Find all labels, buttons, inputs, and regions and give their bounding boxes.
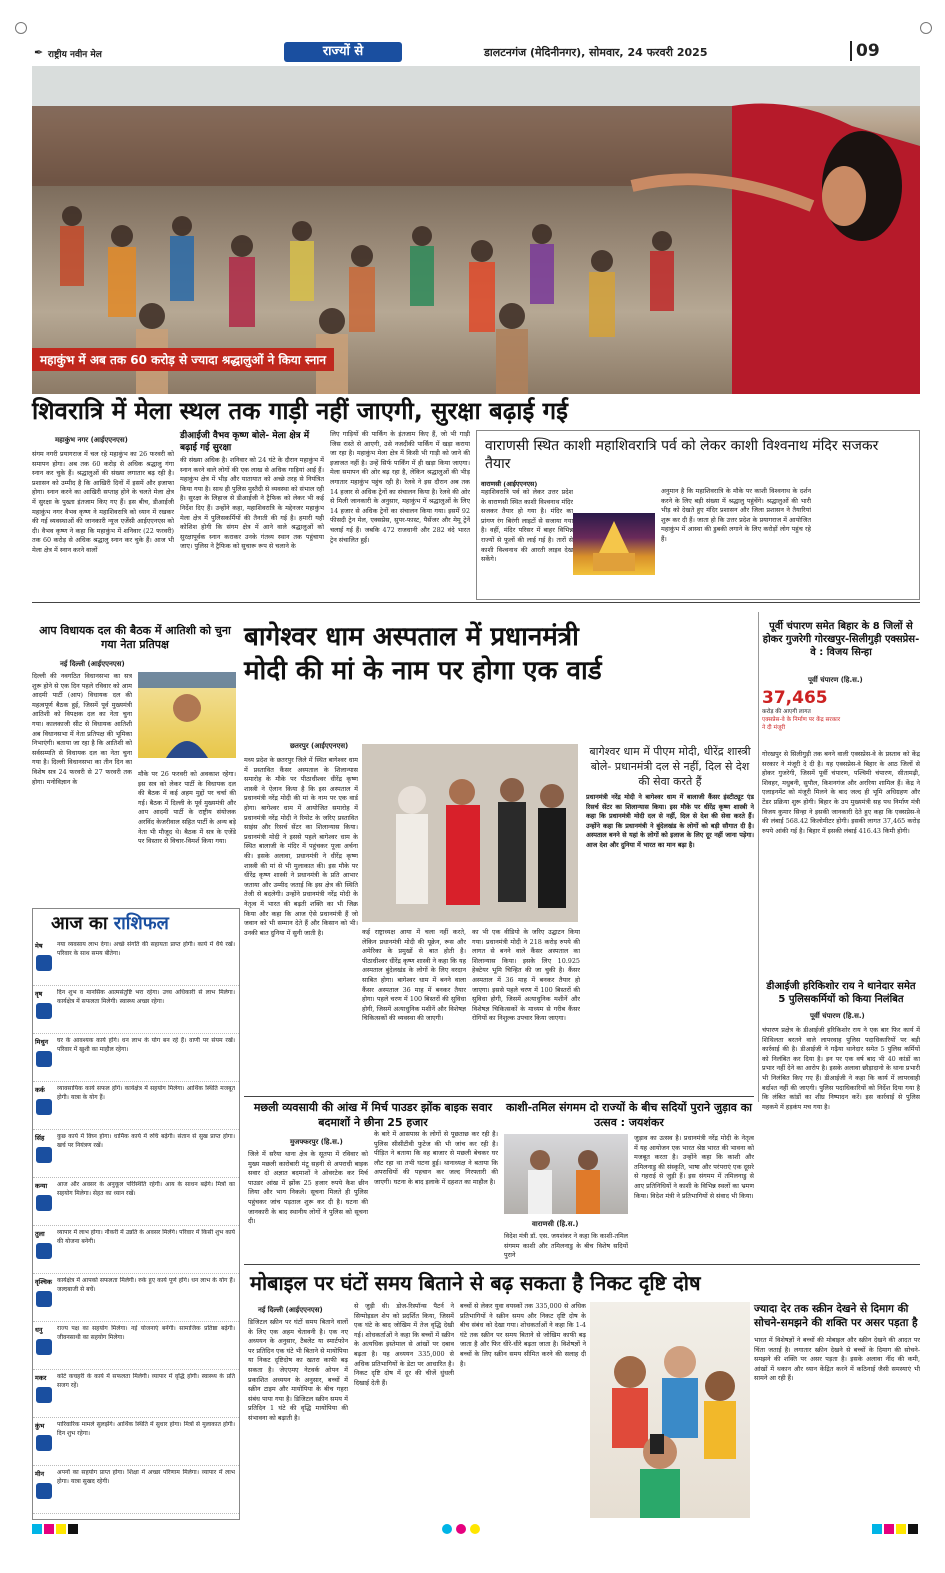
rashifal-box [32,908,240,1520]
rashifal-sign-text: कुछ कार्य में विघ्न होगा। धार्मिक कार्य में रुचि बढ़ेगी। संतान से सुख प्राप्त होगा। खर्च पर नियंत्रण रखें। [57,1133,235,1149]
rashifal-row [33,939,239,986]
swatch-cyan-right [872,1524,882,1534]
swatch-magenta [44,1524,54,1534]
rashifal-title-word: राशिफल [113,913,169,934]
mobile-headline: मोबाइल पर घंटों समय बिताने से बढ़ सकता है निकट दृष्टि दोष [250,1271,701,1295]
kumbh-subhead: डीआईजी वैभव कृष्ण बोले- मेला क्षेत्र में बढ़ाई गई सुरक्षा [180,431,310,453]
zodiac-sign-icon [36,1435,52,1451]
swatch-cyan [32,1524,42,1534]
mobile-children-photo [590,1302,750,1518]
varanasi-body-col2: अनुमान है कि महाशिवरात्रि के मौके पर काशी विश्वनाथ के दर्शन करने के लिए बड़ी संख्या में श्रद्धालु पहुंचेंगे। श्रद्धालुओं की भारी भीड़ को देखते हुए मंदिर प्रशासन और जिला प्रशासन ने तैयारियां शुरू कर दी हैं। जाता हो कि उत्तर प्रदेश के प्रयागराज में आयोजित महाकुंभ में आस्था की डुबकी लगाने के लिए करोड़ों लोग पहुंच रहे हैं। [661,487,811,543]
rashifal-row [33,1323,239,1370]
zodiac-sign-icon [36,1483,52,1499]
rashifal-list [33,939,239,1515]
brand-logo-icon: ✒ [34,46,44,59]
kumbh-crowd-illustration [32,66,920,394]
rashifal-sign-text: राज्य पक्ष का सहयोग मिलेगा। नई योजनाएं बनेंगी। सामाजिक प्रतिष्ठा बढ़ेगी। जीवनसाथी का सहयोग मिलेगा। [57,1325,235,1341]
varanasi-dateline: वाराणसी (आईएएनएस) [481,480,538,488]
registration-mark-top-left [15,22,27,34]
rashifal-sign-name: कुंभ [35,1422,45,1430]
kumbh-body-col2: की संख्या अधिक है। शनिवार को 24 घंटे के दौरान महाकुंभ में स्नान करने वाले लोगों की एक लाख से अधिक गाड़ियां आई हैं। महाकुंभ क्षेत्र में भीड़ और यातायात को अच्छे तरह से नियंत्रित किया गया है। साथ ही पुलिस मुस्तैदी से व्यवस्था को संभाल रही है। सुरक्षा के लिहाज से डीआईजी ने ट्रैफिक को लेकर भी कई निर्देश दिए हैं। उन्होंने कहा, महाशिवरात्रि के मद्देनजर महाकुंभ मेला क्षेत्र में पुलिसकर्मियों की तैनाती की गई है। हमारी यही कोशिश होगी कि संगम क्षेत्र में आने वाले श्रद्धालुओं को सुरक्षापूर्वक स्नान कराकर उनके गंतव्य स्थान तक पहुंचाया जाए। पुलिस ने ट्रैफिक को सुचारू रूप से चलाने के [180,456,324,551]
rashifal-sign-name: कन्या [35,1182,48,1190]
bageshwar-body-col2: कई राष्ट्राध्यक्ष आया में चला नहीं करते, लेकिन प्रधानमंत्री मोदी की यूक्रेन, रूस और अमेरिका के प्रमुखों से बात होती है। पीठाधीश्वर धीरेंद्र कृष्ण शास्त्री ने कहा कि यह अस्पताल बुंदेलखंड के लोगों के लिए वरदान साबित होगा। बागेश्वर धाम में बनने वाला कैंसर अस्पताल 36 माह में बनकर तैयार होगा। पहले चरण में 100 बिस्तरों की सुविधा होगी, जिसमें अत्याधुनिक मशीनें और विशेषज्ञ चिकित्सकों की व्यवस्था की जाएगी। [362,928,466,1023]
rashifal-row [33,1371,239,1418]
bageshwar-photo [362,744,578,922]
bageshwar-quote-box [586,744,754,1092]
zodiac-sign-icon [36,1243,52,1259]
bageshwar-body-col3: का भी एक वीडियो के जरिए उद्घाटन किया गया। प्रधानमंत्री मोदी ने 218 करोड़ रुपये की लागत से बनने वाले कैंसर अस्पताल का शिलान्यास किया। इसके लिए 10.925 हेक्टेयर भूमि चिन्हित की जा चुकी है। कैंसर अस्पताल में 36 माह में बनकर तैयार हो जाएगा। इससे पहले चरण में 100 बिस्तरों की सुविधा होगी, जिसमें अत्याधुनिक मशीनें और विशेषज्ञ चिकित्सकों के माध्यम से गरीब कैंसर रोगियों का निशुल्क उपचार किया जाएगा। [472,928,580,1023]
kashi-headline: काशी-तमिल संगमम दो राज्यों के बीच सदियों पुराने जुड़ाव का उत्सव : जयशंकर [505,1101,753,1129]
rashifal-sign-name: वृश्चिक [35,1278,52,1286]
rashifal-row [33,1131,239,1178]
rashifal-row [33,1179,239,1226]
jaishankar-event-illustration [504,1134,628,1214]
dateline-banner: डालटनगंज (मेदिनीनगर), सोमवार, 24 फरवरी 2025 [484,46,708,59]
kumbh-photo-caption: महाकुंभ में अब तक 60 करोड़ से ज्यादा श्रद्धालुओं ने किया स्नान [32,348,334,371]
rashifal-sign-name: कर्क [35,1086,45,1094]
rashifal-row [33,1083,239,1130]
bageshwar-quote-body: प्रधानमंत्री नरेंद्र मोदी ने बागेश्वर धाम में बालाजी कैंसर इंस्टीट्यूट एंड रिसर्च सेंटर का शिलान्यास किया। इस मौके पर धीरेंद्र कृष्ण शास्त्री ने कहा कि प्रधानमंत्री मोदी दल से नहीं, दिल से देश की सेवा करते हैं। उन्होंने कहा कि प्रधानमंत्री ने बुंदेलखंड के लोगों को बड़ी सौगात दी है। अस्पताल बनने से यहां के लोगों को इलाज के लिए दूर नहीं जाना पड़ेगा। आज देश और दुनिया में भारत का मान बढ़ा है। [586,793,754,849]
kashi-photo [504,1134,628,1214]
zodiac-sign-icon [36,1003,52,1019]
bihar-body: गोरखपुर से सिलीगुड़ी तक बनने वाली एक्सप्रेस-वे के प्रस्ताव को केंद्र सरकार ने मंजूरी दे दी है। यह एक्सप्रेस-वे बिहार के आठ जिलों से होकर गुजरेगी, जिसमें पूर्वी चंपारण, पश्चिमी चंपारण, सीतामढ़ी, शिवहर, मधुबनी, सुपौल, किशनगंज और अररिया शामिल हैं। केंद्र ने एलाइनमेंट को मंजूरी मिलने के बाद जल्द ही भूमि अधिग्रहण और टेंडर प्रक्रिया शुरू होगी। बिहार के उप मुख्यमंत्री सह पथ निर्माण मंत्री विजय कुमार सिन्हा ने इसकी जानकारी देते हुए कहा कि एक्सप्रेस-वे की लंबाई 568.42 किलोमीटर होगी। इसकी लागत 37,465 करोड़ रुपये आंकी गई है। बिहार में इसकी लंबाई 416.43 किमी होगी। [762,750,920,835]
zodiac-sign-icon [36,1195,52,1211]
dig-headline: डीआईजी हरिकिशोर राय ने थानेदार समेत 5 पुलिसकर्मियों को किया निलंबित [766,981,916,1005]
rashifal-sign-name: धनु [35,1326,43,1334]
page-number: 09 [850,41,880,61]
varanasi-body-col1: महाशिवरात्रि पर्व को लेकर उत्तर प्रदेश के वाराणसी स्थित काशी विश्वनाथ मंदिर सजकर तैयार हो गया है। मंदिर का प्रांगण रंग बिरंगी लाइटों से सजाया गया है। वहीं, मंदिर परिसर में बाहर विभिन्न राज्यों से फूलों की लाई गई है। तारों से काशी विश्वनाथ की आरती लाइव देख सकेंगे। [481,488,573,564]
rashifal-sign-text: व्यावसायिक कार्य सफल होंगे। कार्यक्षेत्र में सहयोग मिलेगा। आर्थिक स्थिति मजबूत होगी। यात्रा के योग हैं। [57,1085,235,1101]
registration-mark-top-right [920,22,932,34]
bageshwar-scene-illustration [362,744,578,922]
kashi-dateline: वाराणसी (हि.स.) [532,1220,579,1228]
zodiac-sign-icon [36,1291,52,1307]
mobile-side-headline: ज्यादा देर तक स्क्रीन देखने से दिमाग की सोचने-समझने की शक्ति पर असर पड़ता है [754,1303,918,1329]
kumbh-body-col3: लिए गाड़ियों की पार्किंग के इंतजाम किए हैं, जो भी गाड़ी जिस रास्ते से आएगी, उसे नजदीकी पार्किंग में खड़ा कराया जा रहा है। महाकुंभ मेला क्षेत्र में किसी भी गाड़ी को जाने की इजाजत नहीं है। उन्हें सिर्फ पार्किंग में ही खड़ा किया जाएगा। मेला समापन की ओर बढ़ रहा है, लेकिन श्रद्धालुओं की भीड़ लगातार महाकुंभ पहुंच रही है। रेलवे ने इस दौरान अब तक 14 हजार से अधिक ट्रेनों का संचालन किया है। रेलवे की ओर से मिली जानकारी के अनुसार, महाकुंभ में श्रद्धालुओं के लिए 14 हजार से अधिक ट्रेनों का संचालन किया गया। इसमें 92 फीसदी ट्रेन मेल, एक्सप्रेस, सुपर-फास्ट, पैसेंजर और मेमू ट्रेनें चलाई गई हैं। जबकि 472 राजधानी और 282 वंदे भारत ट्रेन संचालित हुईं। [330,430,470,544]
atishi-dateline: नई दिल्ली (आईएएनएस) [60,660,125,668]
bihar-figure-note: एक्सप्रेस-वे के निर्माण पर केंद्र सरकार ने दी मंजूरी [762,717,841,731]
swatch-yellow [56,1524,66,1534]
rashifal-row [33,987,239,1034]
section-pill: राज्यों से [284,42,402,62]
rashifal-sign-text: कोर्ट कचहरी के कार्य में सफलता मिलेगी। व्यापार में वृद्धि होगी। स्वास्थ्य के प्रति सजग रहें। [57,1373,235,1389]
bihar-figure-unit: करोड़ की आएगी लागत [762,709,811,715]
zodiac-sign-icon [36,955,52,971]
atishi-body-col1: दिल्ली की नवगठित विधानसभा का सत्र शुरू होने से एक दिन पहले रविवार को आम आदमी पार्टी (आप) विधायक दल की महत्वपूर्ण बैठक हुई, जिसमें पूर्व मुख्यमंत्री आतिशी को विपक्षक दल का नेता चुना गया। कालकाजी सीट से विधायक आतिशी अब विधानसभा में नेता प्रतिपक्ष की भूमिका निभाएंगी। बताया जा रहा है कि आतिशी को सर्वसम्मति से विधायक दल का नेता चुना गया है। दिल्ली विधानसभा का तीन दिन का विशेष सत्र 24 फरवरी से 27 फरवरी तक होगा। मनोविज्ञान के [32,672,132,786]
rashifal-row [33,1419,239,1466]
atishi-headline: आप विधायक दल की बैठक में आतिशी को चुना गया नेता प्रतिपक्ष [39,624,231,651]
bihar-figure: 37,465 [762,688,828,708]
swatch-black [68,1524,78,1534]
kashi-body-col2: जुड़ाव का उत्सव है। प्रधानमंत्री नरेंद्र मोदी के नेतृत्व में यह आयोजन एक भारत श्रेष्ठ भारत की भावना को मजबूत करता है। उन्होंने कहा कि काशी और तमिलनाडु की संस्कृति, भाषा और परंपराएं एक दूसरे से गहराई से जुड़ी हैं। इस संगमम में तमिलनाडु से आए प्रतिनिधियों ने काशी के विभिन्न स्थलों का भ्रमण किया। विदेश मंत्री ने प्रतिभागियों से संवाद भी किया। [634,1134,754,1200]
mobile-body-col2: से जुड़ी थी। डोज-रिस्पॉन्स पैटर्न ने सिग्मोइडल शेप को प्रदर्शित किया, जिसमें एक घंटे के बाद जोखिम में तेज वृद्धि देखी गई। शोधकर्ताओं ने कहा कि बच्चों में स्क्रीन के अत्यधिक इस्तेमाल से आंखों पर दबाव बढ़ता है। यह अध्ययन 335,000 से अधिक प्रतिभागियों के डेटा पर आधारित है। निकट दृष्टि दोष में दूर की चीजें धुंधली दिखाई देती हैं। [354,1302,454,1387]
mobile-side-box [754,1302,920,1518]
rashifal-row [33,1275,239,1322]
mobile-side-body: भारत में विशेषज्ञों ने बच्चों की मोबाइल और स्क्रीन देखने की आदत पर चिंता जताई है। लगातार स्क्रीन देखने से बच्चों के दिमाग की सोचने-समझने की शक्ति पर असर पड़ता है। इसके अलावा नींद की कमी, आंखों में थकान और ध्यान केंद्रित करने में कठिनाई जैसी समस्याएं भी सामने आ रही हैं। [754,1336,920,1383]
rashifal-sign-text: अपनों का सहयोग प्राप्त होगा। शिक्षा में अच्छा परिणाम मिलेगा। व्यापार में लाभ होगा। यात्रा सुखद रहेगी। [57,1469,235,1485]
kumbh-dateline: महाकुंभ नगर (आईएएनएस) [55,436,128,444]
rashifal-sign-name: वृष [35,990,43,998]
rashifal-sign-name: मिथुन [35,1038,49,1046]
bageshwar-headline-line1: बागेश्वर धाम अस्पताल में प्रधानमंत्री [244,622,579,652]
rashifal-sign-text: व्यापार में लाभ होगा। नौकरी में उन्नति के अवसर मिलेंगे। परिवार में किसी शुभ कार्य की योजना बनेगी। [57,1229,235,1245]
rashifal-row [33,1035,239,1082]
mobile-body-col3: बच्चों से लेकर युवा वयस्कों तक 335,000 से अधिक प्रतिभागियों ने स्क्रीन समय और निकट दृष्टि दोष के बीच संबंध को देखा गया। शोधकर्ताओं ने कहा कि 1-4 घंटे तक स्क्रीन पर समय बिताने से जोखिम काफी बढ़ जाता है और फिर धीरे-धीरे बढ़ता जाता है। विशेषज्ञों ने बच्चों के लिए स्क्रीन समय सीमित करने की सलाह दी है। [460,1302,586,1368]
kumbh-photo [32,66,920,394]
rashifal-sign-text: घर के आवश्यक कार्य होंगे। धन लाभ के योग बन रहे हैं। वाणी पर संयम रखें। परिवार में खुशी का माहौल रहेगा। [57,1037,235,1053]
masthead [32,38,922,66]
rashifal-row [33,1227,239,1274]
bihar-figure-box [762,688,842,746]
swatch-yellow-right [896,1524,906,1534]
bihar-dateline: पूर्वी चंपारण (हि.स.) [808,676,863,684]
children-with-phones-illustration [590,1302,750,1518]
zodiac-sign-icon [36,1147,52,1163]
bageshwar-headline [244,620,754,688]
rashifal-row [33,1467,239,1514]
divider-mobile [244,1264,920,1265]
kumbh-headline: शिवरात्रि में मेला स्थल तक गाड़ी नहीं जाएगी, सुरक्षा बढ़ाई गई [32,397,568,425]
rashifal-sign-text: दिन शुभ व मानसिक आत्मसंतुष्टि भरा रहेगा। उच्च अधिकारी से लाभ मिलेगा। कार्यक्षेत्र में सफलता मिलेगी। स्वास्थ्य अच्छा रहेगा। [57,989,235,1005]
dig-dateline: पूर्वी चंपारण (हि.स.) [810,1012,865,1020]
varanasi-headline: वाराणसी स्थित काशी महाशिवरात्रि पर्व को लेकर काशी विश्वनाथ मंदिर सजकर तैयार [485,438,879,472]
rashifal-title-prefix: आज का [51,913,114,934]
brand-name: राष्ट्रीय नवीन मेल [48,50,102,60]
atishi-body-col2: मौके पर 26 फरवरी को अवकाश रहेगा। इस सत्र को लेकर पार्टी के विधायक दल की बैठक में कई अहम मुद्दों पर चर्चा की गई। बैठक में दिल्ली के पूर्व मुख्यमंत्री और आप आदमी पार्टी के राष्ट्रीय संयोजक अरविंद केजरीवाल सहित पार्टी के अन्य बड़े नेता भी मौजूद थे। बैठक में सत्र के एजेंडे पर विस्तार से विचार-विमर्श किया गया। [138,770,236,846]
rashifal-sign-name: मेष [35,942,43,950]
bageshwar-body-col1: मध्य प्रदेश के छतरपुर जिले में स्थित बागेश्वर धाम में प्रस्तावित कैंसर अस्पताल के शिलान्यास समारोह के मौके पर पीठाधीश्वर धीरेंद्र कृष्ण शास्त्री ने ऐलान किया है कि इस अस्पताल में प्रधानमंत्री नरेंद्र मोदी की मां के नाम पर एक वार्ड होगा। बागेश्वर धाम में आयोजित समारोह में प्रधानमंत्री नरेंद्र मोदी ने रिमोट के जरिए प्रस्तावित साइंस और रिसर्च सेंटर का शिलान्यास किया। प्रधानमंत्री मोदी ने इससे पहले बागेश्वर धाम के स्थित बालाजी के मंदिर में पहुंचकर पूजा अर्चना की। इसके अलावा, प्रधानमंत्री ने धीरेंद्र कृष्ण शास्त्री की मां से भी मुलाकात की। इस मौके पर धीरेंद्र कृष्ण शास्त्री ने प्रधानमंत्री के प्रति आभार जताया और उम्मीद जताई कि इस क्षेत्र की स्थिति तेजी से बदलेगी। उन्होंने प्रधानमंत्री नरेंद्र मोदी के नेतृत्व में भारत की बढ़ती शक्ति का भी जिक्र किया और कहा कि आज ऐसे प्रधानमंत्री हैं जो जवान को भी सम्मान देते हैं और किसान को भी। उनकी बात दुनिया में सुनी जाती है। [244,756,358,937]
machhli-dateline: मुजफ्फरपुर (हि.स.) [290,1138,343,1146]
bihar-headline: पूर्वी चंपारण समेत बिहार के 8 जिलों से होकर गुजरेगी गोरखपुर-सिलीगुड़ी एक्सप्रेस-वे : विजय सिन्हा [762,621,920,658]
varanasi-box [476,430,920,600]
registration-dot-center-2 [456,1524,466,1534]
zodiac-sign-icon [36,1051,52,1067]
atishi-portrait [138,672,236,758]
zodiac-sign-icon [36,1339,52,1355]
color-registration-bar [32,1524,920,1534]
atishi-photo [138,672,236,758]
bageshwar-headline-line2: मोदी की मां के नाम पर होगा एक वार्ड [244,656,602,686]
rashifal-sign-name: मीन [35,1470,45,1478]
kashi-body-col1: विदेश मंत्री डॉ. एस. जयशंकर ने कहा कि काशी-तमिल संगमम काशी और तमिलनाडु के बीच विशेष सदियों पुराने [504,1232,628,1260]
bageshwar-quote-headline: बागेश्वर धाम में पीएम मोदी, धीरेंद्र शास्त्री बोले- प्रधानमंत्री दल से नहीं, दिल से देश की सेवा करते हैं [589,745,751,788]
dig-body: चंपारण प्रक्षेत्र के डीआईजी हरिकिशोर राय ने एक बार फिर कार्य में शिथिलता बरतने वाले लापरवाह पुलिस पदाधिकारियों पर बड़ी कार्रवाई की है। डीआईजी ने गढ़ैया थानेदार समेत 5 पुलिस कर्मियों को निलंबित कर दिया है। इन पर एक वर्ष बाद भी 40 कांडों का प्रभार नहीं देने का आरोप है। इसके अलावा छौड़ादानो के थाना प्रभारी भी निलंबित किए गए हैं। डीआईजी ने कहा कि कार्य में लापरवाही बर्दाश्त नहीं की जाएगी। पुलिस पदाधिकारियों को निर्देश दिया गया है कि लंबित कांडों का शीघ्र निष्पादन करें। इस कार्रवाई से पुलिस महकमे में हड़कंप मच गया है। [762,1026,920,1111]
mobile-body-col1: डिजिटल स्क्रीन पर घंटों समय बिताने वालों के लिए एक अहम चेतावनी है। एक नए अध्ययन के अनुसार, टैबलेट या स्मार्टफोन पर प्रतिदिन एक घंटे भी बिताने से मायोपिया या निकट दृष्टिदोष का खतरा काफी बढ़ सकता है। जेएएमए नेटवर्क ओपन में प्रकाशित अध्ययन के अनुसार, बच्चों में स्क्रीन टाइम और मायोपिया के बीच गहरा संबंध पाया गया है। डिजिटल स्क्रीन समय में प्रतिदिन 1 घंटे की वृद्धि मायोपिया की संभावना को बढ़ाती है। [248,1318,348,1422]
kumbh-body-col1: संगम नगरी प्रयागराज में चल रहे महाकुंभ का 26 फरवरी को समापन होगा। अब तक 60 करोड़ से अधिक श्रद्धालु गंगा स्नान कर चुके हैं। श्रद्धालुओं की संख्या लगातार बढ़ रही है। प्रशासन को उम्मीद है कि आखिरी दिनों में इसमें और इजाफा होगा। स्नान करने का आखिरी सप्ताह होने के चलते मेला क्षेत्र में सुरक्षा के पुख्ता इंतजाम किए गए हैं। इस बीच, डीआईजी महाकुंभ नगर वैभव कृष्ण ने महाशिवरात्रि को ध्यान में रखकर की गई व्यवस्थाओं की जानकारी न्यूज एजेंसी आईएएनएस को दी। वैभव कृष्ण ने कहा कि महाकुंभ में शनिवार (22 फरवरी) तक 60 करोड़ से अधिक श्रद्धालु स्नान कर चुके हैं। आज भी मेला क्षेत्र में स्नान करने वालों [32,450,174,554]
rashifal-sign-text: कार्यक्षेत्र में आपको सफलता मिलेगी। रुके हुए कार्य पूर्ण होंगे। धन लाभ के योग हैं। जल्दबाजी से बचें। [57,1277,235,1293]
divider-lower-left [244,1096,754,1097]
swatch-magenta-right [884,1524,894,1534]
rashifal-sign-name: तुला [35,1230,45,1238]
rashifal-sign-text: आज और अवसर के अनुकूल परिस्थिति रहेगी। आय के साधन बढ़ेंगे। मित्रों का सहयोग मिलेगा। सेहत का ध्यान रखें। [57,1181,235,1197]
machhli-body-col2: के बारे में आसपास के लोगों से पूछताछ कर रही है। पुलिस सीसीटीवी फुटेज की भी जांच कर रही है। पीड़ित ने बताया कि वह बाजार से मछली बेचकर घर लौट रहा था तभी घटना हुई। थानाध्यक्ष ने बताया कि अपराधियों की पहचान कर जल्द गिरफ्तारी की जाएगी। घटना के बाद इलाके में दहशत का माहौल है। [374,1130,498,1186]
mobile-dateline: नई दिल्ली (आईएएनएस) [258,1306,323,1314]
bageshwar-dateline: छतरपुर (आईएएनएस) [290,742,349,750]
registration-dot-center [442,1524,452,1534]
zodiac-sign-icon [36,1387,52,1403]
divider-bihar [758,612,759,1102]
rashifal-sign-text: पारिवारिक मामले सुलझेंगे। आर्थिक स्थिति में सुधार होगा। मित्रों से मुलाकात होगी। दिन शुभ रहेगा। [57,1421,235,1437]
divider-mid [32,602,920,603]
registration-dot-center-3 [470,1524,480,1534]
swatch-black-right [908,1524,918,1534]
rashifal-sign-name: सिंह [35,1134,45,1142]
zodiac-sign-icon [36,1099,52,1115]
machhli-body-col1: जिले में सरैया थाना क्षेत्र के सूतपा में रविवार को मुख्य मछली कारोबारी मंटू सहनी से अपराधी बाइक सवार दो अज्ञात बदमाशों ने ओवरटेक कर मिर्च पाउडर आंख में झोंक 25 हजार रुपये कैश छीन लिया और भाग निकले। सूचना मिलते ही पुलिस पहुंचकर जांच पड़ताल शुरू कर दी है। घटना की जानकारी के बाद स्थानीय लोगों ने पुलिस को सूचना दी। [248,1150,368,1226]
temple-illustration [573,513,655,575]
machhli-headline: मछली व्यवसायी की आंख में मिर्च पाउडर झोंक बाइक सवार बदमाशों ने छीना 25 हजार [253,1101,493,1129]
rashifal-title [51,911,169,935]
varanasi-temple-photo [573,513,655,575]
rashifal-sign-name: मकर [35,1374,47,1382]
rashifal-sign-text: नया व्यवसाय लाभ देगा। अच्छे संगति की सहायता प्राप्त होगी। कार्य में धैर्य रखें। परिवार के साथ समय बीतेगा। [57,941,235,957]
